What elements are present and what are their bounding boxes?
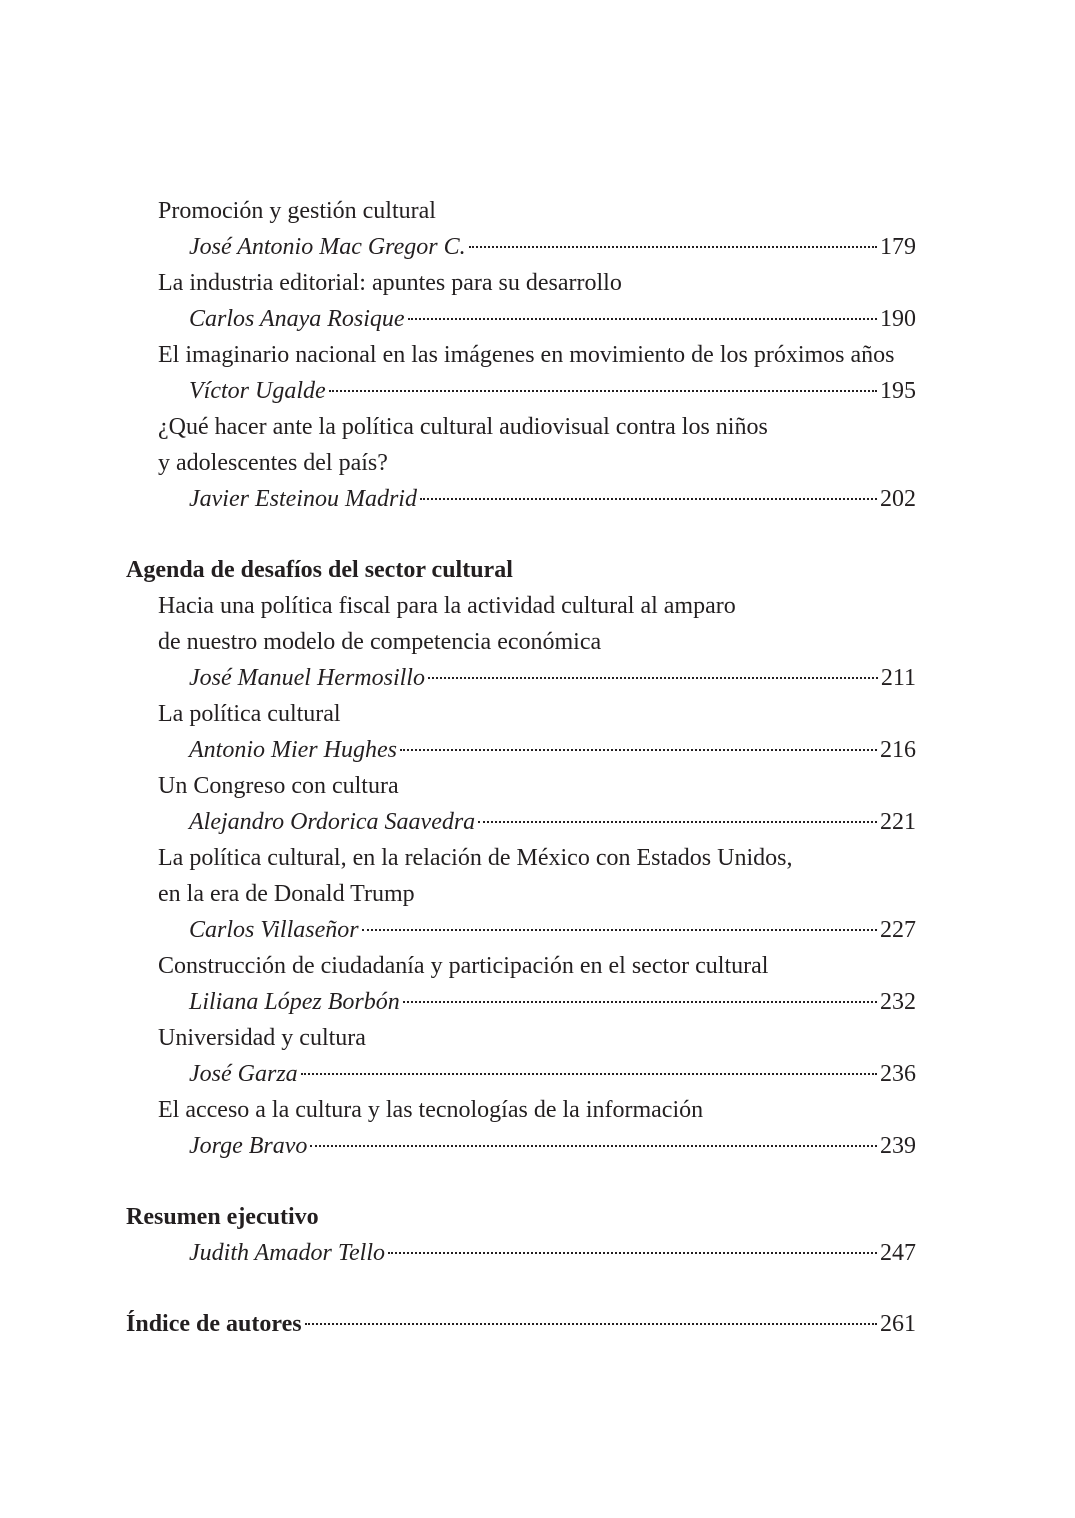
entry-page-number: 247 [880, 1240, 916, 1266]
entry-page-number: 236 [880, 1061, 916, 1087]
dot-leader [400, 749, 877, 751]
entry-author-line [126, 732, 916, 768]
toc-entry [126, 588, 916, 696]
entry-author-line [126, 1235, 916, 1271]
toc-entry [126, 409, 916, 517]
entry-page-number: 227 [880, 917, 916, 943]
toc-entry [126, 948, 916, 1020]
entry-author-line [126, 984, 916, 1020]
entry-author: Alejandro Ordorica Saavedra [189, 809, 476, 835]
dot-leader [301, 1073, 877, 1075]
dot-leader [478, 821, 877, 823]
entry-title-continued: en la era de Donald Trump [158, 881, 415, 907]
entry-author-line [126, 804, 916, 840]
dot-leader [408, 318, 877, 320]
entry-page-number: 211 [880, 665, 916, 691]
dot-leader [420, 498, 877, 500]
entry-title-continued: de nuestro modelo de competencia económica [158, 629, 602, 655]
entry-author: Carlos Villaseñor [189, 917, 359, 943]
entry-author-line [126, 373, 916, 409]
entry-author: Jorge Bravo [189, 1133, 308, 1159]
toc-entry [126, 265, 916, 337]
entry-author: Antonio Mier Hughes [189, 737, 397, 763]
entry-page-number: 221 [880, 809, 916, 835]
dot-leader [428, 677, 878, 679]
entry-title: La política cultural [158, 701, 341, 727]
entry-author: Liliana López Borbón [189, 989, 400, 1015]
entry-author: José Garza [189, 1061, 298, 1087]
dot-leader [362, 929, 877, 931]
entry-page-number: 239 [880, 1133, 916, 1159]
section-heading: Agenda de desafíos del sector cultural [126, 557, 513, 583]
entry-author: José Manuel Hermosillo [189, 665, 425, 691]
toc-section [126, 1199, 916, 1271]
entry-author-line [126, 912, 916, 948]
entry-author-line [126, 1128, 916, 1164]
dot-leader [388, 1252, 877, 1254]
toc-entry [126, 1092, 916, 1164]
entry-author: José Antonio Mac Gregor C. [189, 234, 466, 260]
toc-section [126, 193, 916, 517]
entry-title: Hacia una política fiscal para la actividad cultural al amparo [158, 593, 736, 619]
entry-title-continued: y adolescentes del país? [158, 450, 388, 476]
section-heading: Resumen ejecutivo [126, 1204, 319, 1230]
entry-page-number: 202 [880, 486, 916, 512]
entry-author-line [126, 301, 916, 337]
toc-entry [126, 768, 916, 840]
toc-entry [126, 696, 916, 768]
entry-author-line [126, 481, 916, 517]
entry-author: Javier Esteinou Madrid [189, 486, 417, 512]
entry-page-number: 216 [880, 737, 916, 763]
index-label: Índice de autores [126, 1311, 302, 1337]
toc-entry [126, 840, 916, 948]
entry-page-number: 195 [880, 378, 916, 404]
entry-title: El acceso a la cultura y las tecnologías de la información [158, 1097, 704, 1123]
toc-entry [126, 337, 916, 409]
entry-author-line [126, 1056, 916, 1092]
toc-entry [126, 1235, 916, 1271]
entry-author-line [126, 229, 916, 265]
entry-title: La política cultural, en la relación de México con Estados Unidos, [158, 845, 793, 871]
entry-title: La industria editorial: apuntes para su desarrollo [158, 270, 622, 296]
dot-leader [469, 246, 877, 248]
entry-title: Universidad y cultura [158, 1025, 366, 1051]
entry-author: Judith Amador Tello [189, 1240, 386, 1266]
entry-page-number: 232 [880, 989, 916, 1015]
entry-page-number: 179 [880, 234, 916, 260]
entry-title: ¿Qué hacer ante la política cultural audiovisual contra los niños [158, 414, 768, 440]
dot-leader [403, 1001, 877, 1003]
index-page-number: 261 [880, 1311, 916, 1337]
dot-leader [329, 390, 877, 392]
entry-title: Promoción y gestión cultural [158, 198, 436, 224]
toc-entry [126, 1020, 916, 1092]
entry-author-line [126, 660, 916, 696]
toc-entry [126, 193, 916, 265]
entry-title: Construcción de ciudadanía y participación en el sector cultural [158, 953, 769, 979]
entry-title: Un Congreso con cultura [158, 773, 399, 799]
index-entry [126, 1306, 916, 1342]
dot-leader [305, 1323, 877, 1325]
entry-author: Víctor Ugalde [189, 378, 326, 404]
entry-title: El imaginario nacional en las imágenes en movimiento de los próximos años [158, 342, 895, 368]
dot-leader [310, 1145, 877, 1147]
entry-page-number: 190 [880, 306, 916, 332]
table-of-contents [126, 193, 916, 1342]
toc-section [126, 552, 916, 1164]
entry-author: Carlos Anaya Rosique [189, 306, 405, 332]
